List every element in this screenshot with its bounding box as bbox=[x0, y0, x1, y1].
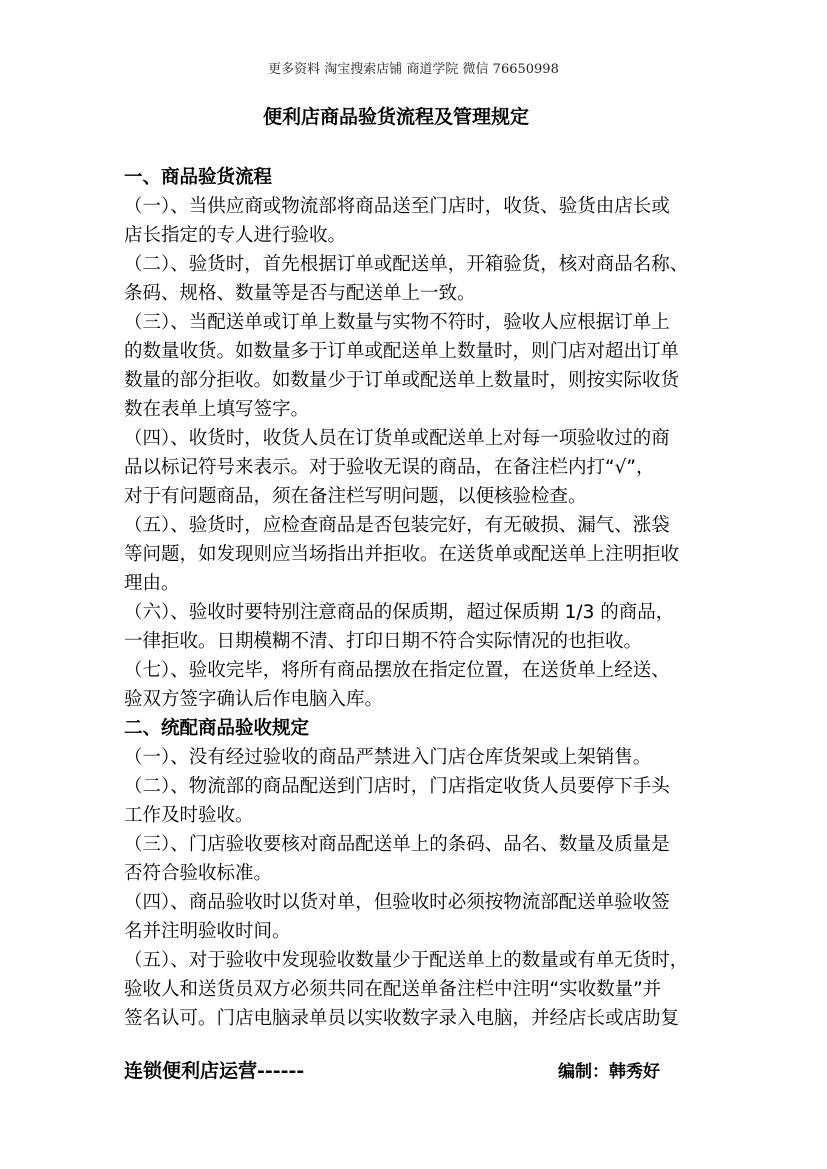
paragraph-line: 对于有问题商品，须在备注栏写明问题，以便核验检查。 bbox=[124, 486, 587, 507]
paragraph-line: （二）、物流部的商品配送到门店时，门店指定收货人员要停下手头 bbox=[124, 776, 670, 797]
paragraph-line: （三）、门店验收要核对商品配送单上的条码、品名、数量及质量是 bbox=[124, 834, 670, 855]
footer-organization: 连锁便利店运营------ bbox=[124, 1060, 305, 1082]
document-body bbox=[124, 163, 704, 1033]
paragraph-line: 一律拒收。日期模糊不清、打印日期不符合实际情况的也拒收。 bbox=[124, 631, 643, 652]
section-1-lines bbox=[124, 192, 704, 714]
section-2-lines bbox=[124, 743, 704, 1033]
paragraph-line: 条码、规格、数量等是否与配送单上一致。 bbox=[124, 283, 476, 304]
footer-author: 编制：韩秀好 bbox=[558, 1062, 660, 1082]
section-heading-1: 一、商品验货流程 bbox=[124, 167, 273, 188]
paragraph-line: （六）、验收时要特别注意商品的保质期，超过保质期 1/3 的商品， bbox=[124, 602, 675, 623]
paragraph-line: （三）、当配送单或订单上数量与实物不符时，验收人应根据订单上 bbox=[124, 312, 670, 333]
paragraph-line: （一）、没有经过验收的商品严禁进入门店仓库货架或上架销售。 bbox=[124, 747, 652, 768]
paragraph-line: 品以标记符号来表示。对于验收无误的商品，在备注栏内打“√”， bbox=[124, 457, 655, 478]
paragraph-line: 否符合验收标准。 bbox=[124, 863, 273, 884]
document-title: 便利店商品验货流程及管理规定 bbox=[262, 106, 529, 128]
paragraph-line: 理由。 bbox=[124, 573, 180, 594]
header-note: 更多资料 淘宝搜索店铺 商道学院 微信 76650998 bbox=[268, 62, 559, 77]
paragraph-line: （一）、当供应商或物流部将商品送至门店时，收货、验货由店长或 bbox=[124, 196, 670, 217]
paragraph-line: （四）、商品验收时以货对单，但验收时必须按物流部配送单验收签 bbox=[124, 892, 670, 913]
paragraph-line: 数在表单上填写签字。 bbox=[124, 399, 310, 420]
paragraph-line: 签名认可。门店电脑录单员以实收数字录入电脑，并经店长或店助复 bbox=[124, 1008, 680, 1029]
paragraph-line: 名并注明验收时间。 bbox=[124, 921, 291, 942]
paragraph-line: （四）、收货时，收货人员在订货单或配送单上对每一项验收过的商 bbox=[124, 428, 670, 449]
paragraph-line: 等问题，如发现则应当场指出并拒收。在送货单或配送单上注明拒收 bbox=[124, 544, 680, 565]
section-heading-2: 二、统配商品验收规定 bbox=[124, 718, 310, 739]
paragraph-line: 工作及时验收。 bbox=[124, 805, 254, 826]
paragraph-line: （五）、验货时，应检查商品是否包装完好，有无破损、漏气、涨袋 bbox=[124, 515, 670, 536]
paragraph-line: 的数量收货。如数量多于订单或配送单上数量时，则门店对超出订单 bbox=[124, 341, 680, 362]
paragraph-line: 验双方签字确认后作电脑入库。 bbox=[124, 689, 384, 710]
paragraph-line: （五）、对于验收中发现验收数量少于配送单上的数量或有单无货时， bbox=[124, 950, 689, 971]
paragraph-line: 店长指定的专人进行验收。 bbox=[124, 225, 347, 246]
paragraph-line: （二）、验货时，首先根据订单或配送单，开箱验货，核对商品名称、 bbox=[124, 254, 689, 275]
paragraph-line: （七）、验收完毕，将所有商品摆放在指定位置，在送货单上经送、 bbox=[124, 660, 670, 681]
paragraph-line: 验收人和送货员双方必须共同在配送单备注栏中注明“实收数量”并 bbox=[124, 979, 662, 1000]
paragraph-line: 数量的部分拒收。如数量少于订单或配送单上数量时，则按实际收货 bbox=[124, 370, 680, 391]
